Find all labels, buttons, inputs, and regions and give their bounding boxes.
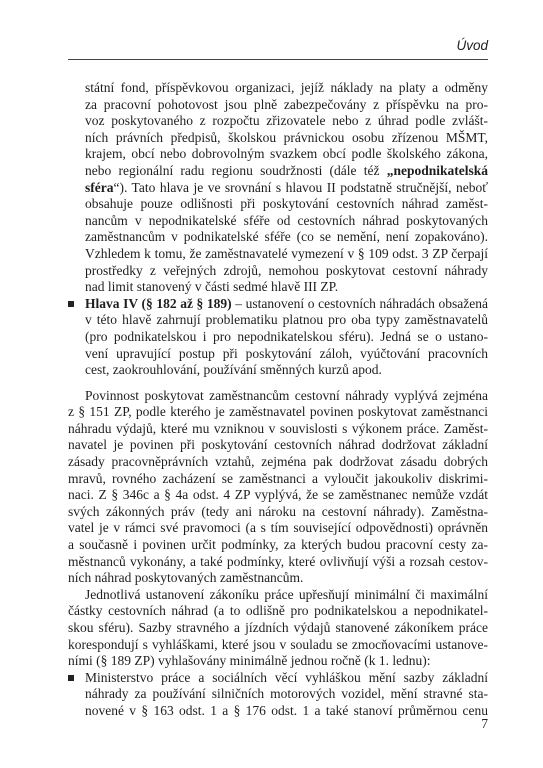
bold-term: sféra bbox=[85, 179, 114, 195]
text-line: Povinnost poskytovat zaměstnancům cestovní náhrady vyplývá zejména bbox=[85, 387, 488, 403]
text-line: cest, zaokrouhlování, používání směnných kurzů apod. bbox=[85, 362, 382, 378]
text-line: zásady pracovněprávních vztahů, zejména pak dodržovat zásadu dobrých bbox=[68, 454, 488, 470]
text-line bbox=[85, 296, 488, 313]
paragraph-gap bbox=[68, 379, 488, 388]
text-run: nebo regionální radu regionu soudržnosti (dále též bbox=[85, 162, 387, 178]
text-line: novené v § 163 odst. 1 a § 176 odst. 1 a také stanoví průměrnou cenu bbox=[85, 702, 488, 718]
page-body bbox=[68, 80, 488, 720]
text-line: mravů, rovného zacházení se zaměstnanci a vyloučit jakoukoliv diskrimi- bbox=[68, 470, 488, 486]
text-line: Vzhledem k tomu, že zaměstnavatelé vymezení v § 109 odst. 3 ZP čerpají bbox=[85, 245, 488, 261]
square-bullet-icon bbox=[68, 675, 74, 681]
text-line: skou sféru). Sazby stravného a jízdních výdajů stanovené zákoníkem práce bbox=[68, 620, 488, 635]
text-line: prostředky z veřejných zdrojů, nemohou poskytovat cestovní náhrady bbox=[85, 262, 488, 278]
text-line: voz poskytovaného z rozpočtu zřizovatele nebo z úhrad podle zvlášt- bbox=[85, 113, 488, 129]
text-line: náhrady za používání silničních motorových vozidel, mění stravné sta- bbox=[85, 686, 488, 702]
text-line: z § 151 ZP, podle kterého je zaměstnavatel povinen poskytovat zaměstnanci bbox=[68, 404, 488, 420]
text-line: ních náhrad poskytovaných zaměstnancům. bbox=[68, 570, 304, 586]
text-line: naci. Z § 346c a § 4a odst. 4 ZP vyplývá, že se zaměstnanec nemůže vzdát bbox=[68, 487, 488, 503]
text-line: ních právních předpisů, školskou právnickou osobu zřízenou MŠMT, bbox=[85, 129, 488, 145]
text-line: a současně i povinen určit podmínky, za kterých budou pracovní cesty za- bbox=[68, 537, 488, 553]
list-item-ministerstvo bbox=[68, 670, 488, 720]
text-line: ními (§ 189 ZP) vyhlašovány minimálně jednou ročně (k 1. lednu): bbox=[68, 653, 431, 669]
text-line: Jednotlivá ustanovení zákoníku práce upřesňují minimální či maximální bbox=[85, 586, 488, 602]
paragraph bbox=[68, 388, 488, 587]
text-line: krajem, obcí nebo dobrovolným svazkem obcí podle školského zákona, bbox=[85, 146, 488, 162]
text-line: městnanců vykonány, a také podmínky, které ovlivňují výši a rozsah cestov- bbox=[68, 553, 488, 569]
running-header: Úvod bbox=[456, 38, 488, 53]
text-line: nad limit stanovený v části sedmé hlavě III ZP. bbox=[85, 279, 339, 295]
continued-list-item bbox=[68, 80, 488, 296]
text-line: vení upravující postup při poskytování záloh, vyúčtování pracovních bbox=[85, 345, 488, 361]
text-run: “). Tato hlava je ve srovnání s hlavou II podstatně stručnější, neboť bbox=[113, 179, 488, 195]
text-line: zaměstnancům v podnikatelské sféře (co se nemění, není zopakováno). bbox=[85, 229, 488, 245]
text-line bbox=[85, 163, 488, 180]
text-line: navatel je povinen při poskytování cestovních náhrad dodržovat základní bbox=[68, 437, 488, 453]
text-line: svých zákonných práv (tedy ani nároku na cestovní náhrady). Zaměstna- bbox=[68, 503, 488, 519]
text-line: vatel je v rámci své pravomoci (a s tím související odpovědnosti) oprávněn bbox=[68, 520, 488, 536]
paragraph bbox=[68, 587, 488, 670]
text-line: za pracovní pohotovost jsou plně zabezpečovány z příspěvku na pro- bbox=[85, 96, 488, 112]
text-line: částky cestovních náhrad (a to odlišně pro podnikatelskou a nepodnikatel- bbox=[68, 603, 488, 619]
text-line: Ministerstvo práce a sociálních věcí vyhláškou mění sazby základní bbox=[85, 669, 488, 685]
bold-term: „nepodnikatelská bbox=[386, 162, 488, 178]
header-rule bbox=[68, 59, 488, 60]
page-number: 7 bbox=[481, 716, 488, 731]
text-line bbox=[85, 180, 488, 197]
text-line: (pro podnikatelskou i pro nepodnikatelskou sféru). Jedná se o ustano- bbox=[85, 328, 488, 344]
text-line: korespondují s vyhláškami, které jsou v souladu se zmocňovacími ustanove- bbox=[68, 636, 488, 652]
text-line: v této hlavě zahrnují problematiku platnou pro oba typy zaměstnavatelů bbox=[85, 312, 488, 328]
bold-term: Hlava IV (§ 182 až § 189) bbox=[85, 295, 232, 311]
text-line: náhradu výdajů, které mu vzniknou v souvislosti s výkonem práce. Zaměst- bbox=[68, 420, 488, 436]
text-line: obsahuje pouze odlišnosti při poskytování cestovních náhrad zaměst- bbox=[85, 196, 488, 212]
text-line: státní fond, příspěvkovou organizaci, jejíž náklady na platy a odměny bbox=[85, 80, 488, 95]
text-line: nancům v nepodnikatelské sféře od cestovních náhrad poskytovaných bbox=[85, 212, 488, 228]
square-bullet-icon bbox=[68, 301, 74, 307]
text-run: – ustanovení o cestovních náhradách obsažená bbox=[231, 295, 488, 311]
list-item-hlava-iv bbox=[68, 296, 488, 379]
